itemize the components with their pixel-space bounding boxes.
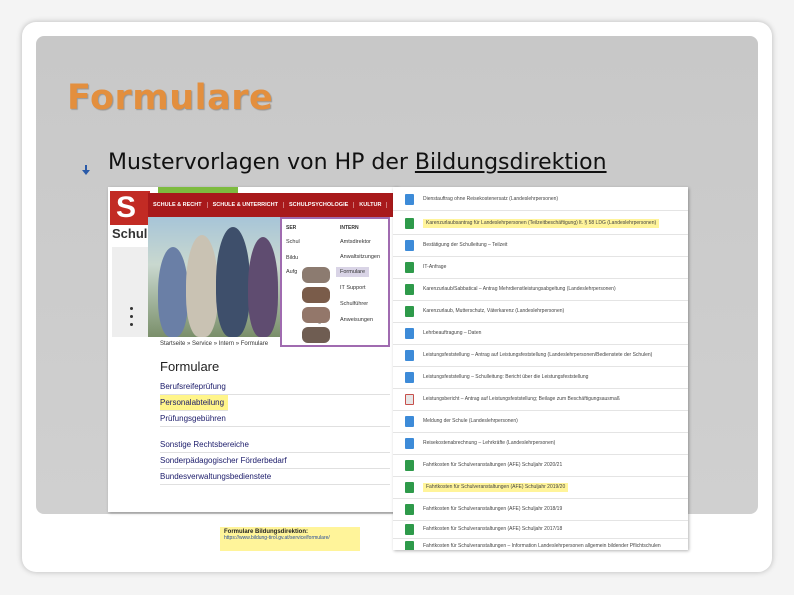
form-list-row-label[interactable]: Leistungsfeststellung – Antrag auf Leistungsfeststellung (Landeslehrpersonen/Bedienstete der Schulen) [423,352,653,358]
form-list-screenshot [393,187,688,550]
link-sonstige-rechtsbereiche[interactable]: Sonstige Rechtsbereiche [160,437,390,453]
website-screenshot-left [108,187,398,512]
form-list-row[interactable] [393,257,688,279]
nav-schule-unterricht[interactable]: SCHULE & UNTERRICHT [208,202,284,208]
xls-file-icon [405,218,414,229]
form-list-row[interactable] [393,411,688,433]
form-list-row-label[interactable]: Karenzurlaub/Sabbatical – Antrag Mehrdienstleistungsabgeltung (Landeslehrpersonen) [423,286,616,292]
site-navbar [148,193,398,217]
menu-heading-left: SER [286,225,297,231]
form-list-row-label[interactable]: Meldung der Schule (Landeslehrpersonen) [423,418,518,424]
form-list-row-label[interactable]: Lehrbeauftragung – Daten [423,330,482,336]
form-list-row-label[interactable]: Fahrtkosten für Schulveranstaltungen (AFE) Schuljahr 2018/19 [423,506,563,512]
note-url-link[interactable]: https://www.bildung-tirol.gv.at/service/formulare/ [224,535,330,541]
form-list-row[interactable] [393,499,688,521]
doc-file-icon [405,416,414,427]
form-list-row[interactable] [393,433,688,455]
bildungsdirektion-link[interactable]: Bildungsdirektion [414,150,607,175]
form-list-row-label[interactable]: Fahrtkosten für Schulveranstaltungen – Information Landeslehrpersonen allgemein bildender Pflichtschulen [423,543,661,549]
formulare-link-list [160,379,390,485]
side-dot [130,323,133,326]
pdf-file-icon [405,394,414,405]
doc-file-icon [405,194,414,205]
menu-heading-intern: INTERN [340,225,359,231]
person-figure [248,237,278,337]
staff-photo [302,287,330,303]
form-list-row[interactable] [393,323,688,345]
note-title: Formulare Bildungsdirektion: [224,529,309,535]
form-list-row-label[interactable]: Leistungsbericht – Antrag auf Leistungsfeststellung; Beilage zum Beschäftigungsausmaß [423,396,620,402]
menu-item-amtsdirektor[interactable]: Amtsdirektor [340,239,371,245]
form-list-row-label[interactable]: Leistungsfeststellung – Schulleitung: Bericht über die Leistungsfeststellung [423,374,589,380]
site-logo[interactable]: S [110,191,150,225]
xls-file-icon [405,262,414,273]
menu-item-it-support[interactable]: IT Support [340,285,366,291]
nav-kultur[interactable]: KULTUR [354,202,387,208]
form-list-row[interactable] [393,345,688,367]
link-bundesverwaltungsbedienstete[interactable]: Bundesverwaltungsbedienstete [160,469,390,485]
form-list-row-label[interactable]: Fahrtkosten für Schulveranstaltungen (AFE) Schuljahr 2017/18 [423,526,563,532]
menu-item-anweisungen[interactable]: Anweisungen [340,317,374,323]
doc-file-icon [405,328,414,339]
bullet-arrow-icon [80,164,92,176]
intern-menu-panel [280,217,390,347]
xls-file-icon [405,306,414,317]
form-list-row[interactable] [393,389,688,411]
menu-item-left[interactable]: Bildu [286,255,299,261]
link-pruefungsgebuehren[interactable]: Prüfungsgebühren [160,411,390,427]
form-list-row[interactable] [393,279,688,301]
menu-item-left[interactable]: Aufg [286,269,298,275]
xls-file-icon [405,541,414,550]
link-sonderpaedagogischer-foerderbedarf[interactable]: Sonderpädagogischer Förderbedarf [160,453,390,469]
form-list-row-label[interactable]: Fahrtkosten für Schulveranstaltungen (AFE) Schuljahr 2019/20 [423,483,568,492]
form-list-row[interactable] [393,367,688,389]
form-list-row-label[interactable]: Dienstauftrag ohne Reisekostenersatz (Landeslehrpersonen) [423,196,559,202]
nav-schule-recht[interactable]: SCHULE & RECHT [148,202,208,208]
form-list-row[interactable] [393,235,688,257]
form-list-row-label[interactable]: Bestätigung der Schulleitung – Teilzeit [423,242,508,248]
link-berufsreifepruefung[interactable]: Berufsreifeprüfung [160,379,390,395]
link-personalabteilung[interactable]: Personalabteilung [160,395,228,411]
form-list-row[interactable] [393,521,688,539]
staff-photos [300,261,336,361]
link-spacer [160,427,390,437]
bullet-text-prefix: Mustervorlagen von HP der [108,150,415,175]
page-title: Formulare [160,359,220,374]
menu-item-left[interactable]: Schul [286,239,300,245]
form-list-row[interactable] [393,301,688,323]
xls-file-icon [405,504,414,515]
hero-photo [148,217,288,337]
menu-item-anwaltsitzungen[interactable]: Anwaltsitzungen [340,254,381,260]
form-list-row[interactable] [393,539,688,550]
form-list-row-label[interactable]: Fahrtkosten für Schulveranstaltungen (AFE) Schuljahr 2020/21 [423,462,563,468]
xls-file-icon [405,460,414,471]
formulare-url-note [220,527,360,551]
form-list-row-label[interactable]: Karenzurlaub, Mutterschutz, Väterkarenz (Landeslehrpersonen) [423,308,565,314]
staff-photo [302,327,330,343]
form-list-row[interactable] [393,189,688,211]
nav-schulpsychologie[interactable]: SCHULPSYCHOLOGIE [284,202,354,208]
xls-file-icon [405,284,414,295]
doc-file-icon [405,372,414,383]
side-dot [130,307,133,310]
doc-file-icon [405,438,414,449]
form-list-row-label[interactable]: Reisekostenabrechnung – Lehrkräfte (Landeslehrpersonen) [423,440,556,446]
form-list-row[interactable] [393,213,688,235]
breadcrumb: Startseite » Service » Intern » Formulare [160,341,269,347]
bullet-text [108,150,607,175]
doc-file-icon [405,240,414,251]
person-figure [216,227,250,337]
xls-file-icon [405,482,414,493]
form-list-row[interactable] [393,455,688,477]
staff-photo [302,267,330,283]
side-tabs [112,247,148,337]
person-figure [158,247,188,337]
form-list-row[interactable] [393,477,688,499]
xls-file-icon [405,524,414,535]
slide-title: Formulare [67,78,274,118]
form-list-row-label[interactable]: IT-Anfrage [423,264,447,270]
side-dot [130,315,133,318]
person-figure [186,235,218,337]
form-list-row-label[interactable]: Karenzurlaubsantrag für Landeslehrpersonen (Teilzeitbeschäftigung) lt. § 58 LDG (Landeslehrpersonen) [423,219,659,228]
doc-file-icon [405,350,414,361]
site-logo-subtitle: Schul [112,226,148,241]
staff-photo [302,307,330,323]
menu-item-formulare[interactable]: Formulare [336,267,369,277]
menu-item-schulfuehrer[interactable]: Schulführer [340,301,369,307]
